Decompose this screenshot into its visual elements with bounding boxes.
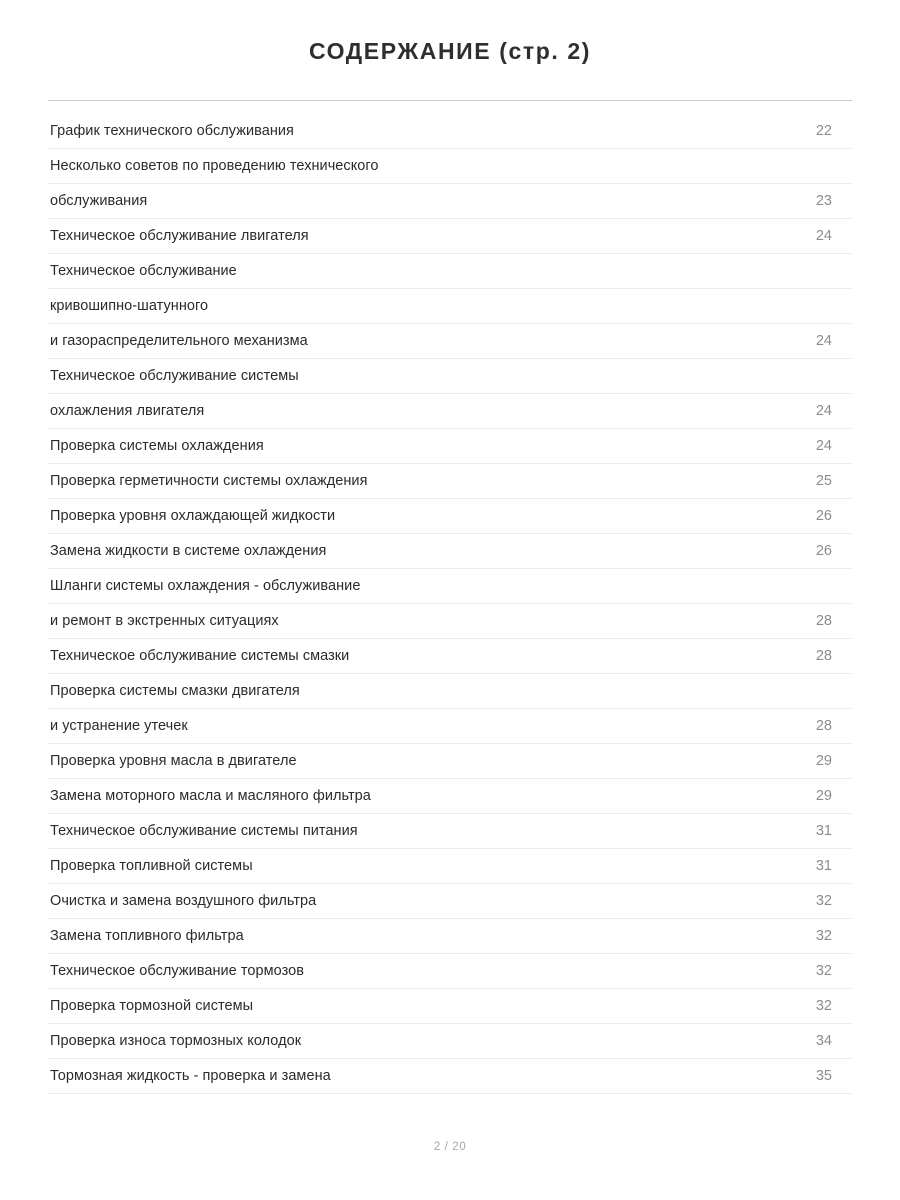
toc-entry-page-number: 29 — [762, 779, 852, 814]
toc-row[interactable] — [48, 394, 852, 429]
toc-row[interactable] — [48, 744, 852, 779]
toc-entry-page-number: 22 — [762, 114, 852, 149]
toc-entry-title[interactable]: кривошипно-шатунного — [48, 289, 762, 324]
toc-entry-page-number — [762, 674, 852, 709]
toc-entry-title[interactable]: Очистка и замена воздушного фильтра — [48, 884, 762, 919]
toc-entry-page-number: 28 — [762, 639, 852, 674]
toc-entry-title[interactable]: и газораспределительного механизма — [48, 324, 762, 359]
toc-entry-title[interactable]: Несколько советов по проведению технического — [48, 149, 762, 184]
toc-row[interactable] — [48, 324, 852, 359]
title-divider — [48, 100, 852, 101]
toc-row[interactable] — [48, 464, 852, 499]
toc-entry-page-number: 24 — [762, 429, 852, 464]
toc-entry-title[interactable]: Техническое обслуживание лвигателя — [48, 219, 762, 254]
toc-entry-title[interactable]: Проверка износа тормозных колодок — [48, 1024, 762, 1059]
toc-row[interactable] — [48, 604, 852, 639]
toc-row[interactable] — [48, 639, 852, 674]
toc-row[interactable] — [48, 569, 852, 604]
toc-row[interactable] — [48, 1059, 852, 1094]
toc-entry-page-number — [762, 359, 852, 394]
toc-row[interactable] — [48, 289, 852, 324]
toc-entry-title[interactable]: Замена моторного масла и масляного фильтра — [48, 779, 762, 814]
toc-entry-title[interactable]: Тормозная жидкость - проверка и замена — [48, 1059, 762, 1094]
toc-row[interactable] — [48, 149, 852, 184]
page-title: СОДЕРЖАНИЕ (стр. 2) — [308, 38, 592, 64]
toc-row[interactable] — [48, 219, 852, 254]
toc-entry-title[interactable]: Техническое обслуживание тормозов — [48, 954, 762, 989]
toc-entry-page-number: 28 — [762, 604, 852, 639]
toc-row[interactable] — [48, 534, 852, 569]
toc-entry-page-number — [762, 569, 852, 604]
toc-row[interactable] — [48, 499, 852, 534]
toc-entry-page-number: 24 — [762, 324, 852, 359]
page-footer: 2 / 20 — [433, 1141, 467, 1153]
toc-entry-page-number: 32 — [762, 954, 852, 989]
toc-row[interactable] — [48, 954, 852, 989]
toc-entry-page-number: 29 — [762, 744, 852, 779]
toc-row[interactable] — [48, 184, 852, 219]
toc-entry-title[interactable]: и ремонт в экстренных ситуациях — [48, 604, 762, 639]
toc-entry-page-number: 31 — [762, 849, 852, 884]
toc-entry-title[interactable]: охлажления лвигателя — [48, 394, 762, 429]
toc-entry-title[interactable]: Проверка уровня масла в двигателе — [48, 744, 762, 779]
toc-row[interactable] — [48, 884, 852, 919]
toc-row[interactable] — [48, 359, 852, 394]
toc-entry-page-number: 34 — [762, 1024, 852, 1059]
toc-entry-title[interactable]: Проверка герметичности системы охлаждения — [48, 464, 762, 499]
toc-entry-title[interactable]: Техническое обслуживание системы смазки — [48, 639, 762, 674]
toc-row[interactable] — [48, 779, 852, 814]
toc-row[interactable] — [48, 709, 852, 744]
toc-entry-title[interactable]: Проверка тормозной системы — [48, 989, 762, 1024]
toc-row[interactable] — [48, 674, 852, 709]
toc-entry-page-number: 32 — [762, 884, 852, 919]
toc-entry-title[interactable]: График технического обслуживания — [48, 114, 762, 149]
toc-entry-title[interactable]: Шланги системы охлаждения - обслуживание — [48, 569, 762, 604]
toc-entry-page-number: 35 — [762, 1059, 852, 1094]
toc-row[interactable] — [48, 989, 852, 1024]
toc-entry-title[interactable]: Техническое обслуживание — [48, 254, 762, 289]
toc-entry-title[interactable]: Техническое обслуживание системы — [48, 359, 762, 394]
toc-entry-page-number — [762, 254, 852, 289]
toc-entry-page-number: 32 — [762, 919, 852, 954]
toc-entry-page-number: 26 — [762, 499, 852, 534]
toc-entry-title[interactable]: Проверка системы охлаждения — [48, 429, 762, 464]
toc-entry-page-number: 24 — [762, 394, 852, 429]
toc-entry-title[interactable]: Замена жидкости в системе охлаждения — [48, 534, 762, 569]
table-of-contents — [48, 114, 852, 1094]
toc-entry-page-number: 31 — [762, 814, 852, 849]
toc-entry-page-number: 23 — [762, 184, 852, 219]
toc-row[interactable] — [48, 254, 852, 289]
toc-body — [48, 114, 852, 1094]
toc-entry-title[interactable]: Техническое обслуживание системы питания — [48, 814, 762, 849]
toc-entry-page-number: 32 — [762, 989, 852, 1024]
toc-row[interactable] — [48, 849, 852, 884]
toc-entry-page-number: 24 — [762, 219, 852, 254]
toc-entry-page-number: 28 — [762, 709, 852, 744]
toc-entry-page-number — [762, 289, 852, 324]
toc-row[interactable] — [48, 429, 852, 464]
toc-row[interactable] — [48, 1024, 852, 1059]
toc-entry-title[interactable]: обслуживания — [48, 184, 762, 219]
toc-entry-page-number: 25 — [762, 464, 852, 499]
toc-entry-title[interactable]: Проверка топливной системы — [48, 849, 762, 884]
toc-entry-page-number — [762, 149, 852, 184]
toc-entry-title[interactable]: и устранение утечек — [48, 709, 762, 744]
toc-entry-title[interactable]: Замена топливного фильтра — [48, 919, 762, 954]
toc-entry-title[interactable]: Проверка уровня охлаждающей жидкости — [48, 499, 762, 534]
toc-row[interactable] — [48, 814, 852, 849]
toc-row[interactable] — [48, 114, 852, 149]
toc-entry-page-number: 26 — [762, 534, 852, 569]
toc-entry-title[interactable]: Проверка системы смазки двигателя — [48, 674, 762, 709]
toc-row[interactable] — [48, 919, 852, 954]
